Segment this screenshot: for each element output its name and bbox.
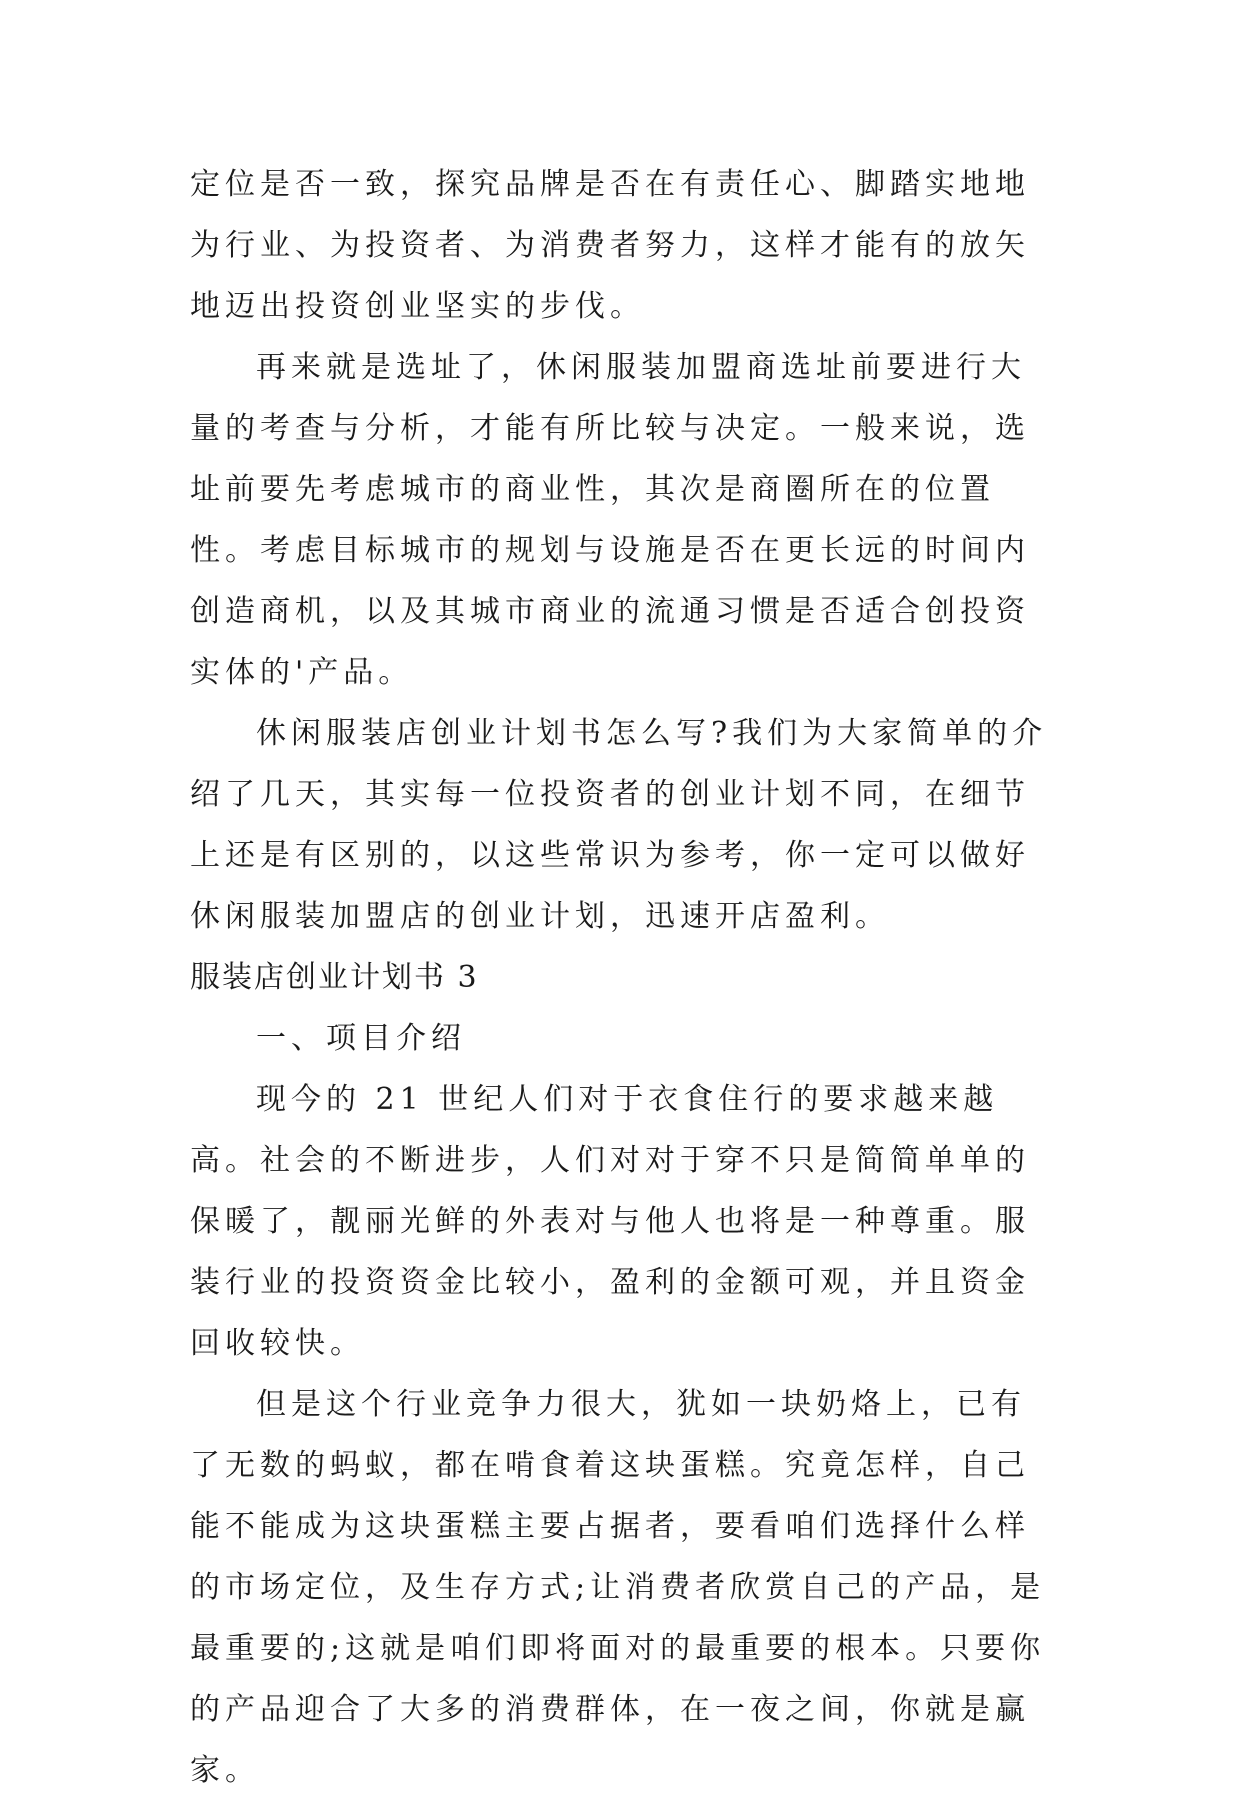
paragraph-summary: 休闲服装店创业计划书怎么写?我们为大家简单的介绍了几天，其实每一位投资者的创业计划不同，在细节上还是有区别的，以这些常识为参考，你一定可以做好休闲服装加盟店的创业计划，迅速开店盈利。 [190,716,1048,934]
section-title: 服装店创业计划书 3 [190,960,479,995]
document-body [190,154,1050,1801]
paragraph-continued: 定位是否一致，探究品牌是否在有责任心、脚踏实地地为行业、为投资者、为消费者努力，这样才能有的放矢地迈出投资创业坚实的步伐。 [190,167,1030,324]
paragraph-competition: 但是这个行业竞争力很大，犹如一块奶烙上，已有了无数的蚂蚁，都在啃食着这块蛋糕。究竟怎样，自己能不能成为这块蛋糕主要占据者，要看咱们选择什么样的市场定位，及生存方式;让消费者欣赏自己的产品，是最重要的;这就是咱们即将面对的最重要的根本。只要你的产品迎合了大多的消费群体，在一夜之间，你就是赢家。 [190,1387,1046,1788]
paragraph-site-selection: 再来就是选址了，休闲服装加盟商选址前要进行大量的考查与分析，才能有所比较与决定。一般来说，选址前要先考虑城市的商业性，其次是商圈所在的位置性。考虑目标城市的规划与设施是否在更长远的时间内创造商机，以及其城市商业的流通习惯是否适合创投资实体的'产品。 [190,350,1030,690]
subsection-heading: 一、项目介绍 [256,1021,466,1056]
paragraph-intro: 现今的 21 世纪人们对于衣食住行的要求越来越高。社会的不断进步，人们对对于穿不只是简简单单的保暖了，靓丽光鲜的外表对与他人也将是一种尊重。服装行业的投资资金比较小，盈利的金额可观，并且资金回收较快。 [190,1082,1030,1361]
